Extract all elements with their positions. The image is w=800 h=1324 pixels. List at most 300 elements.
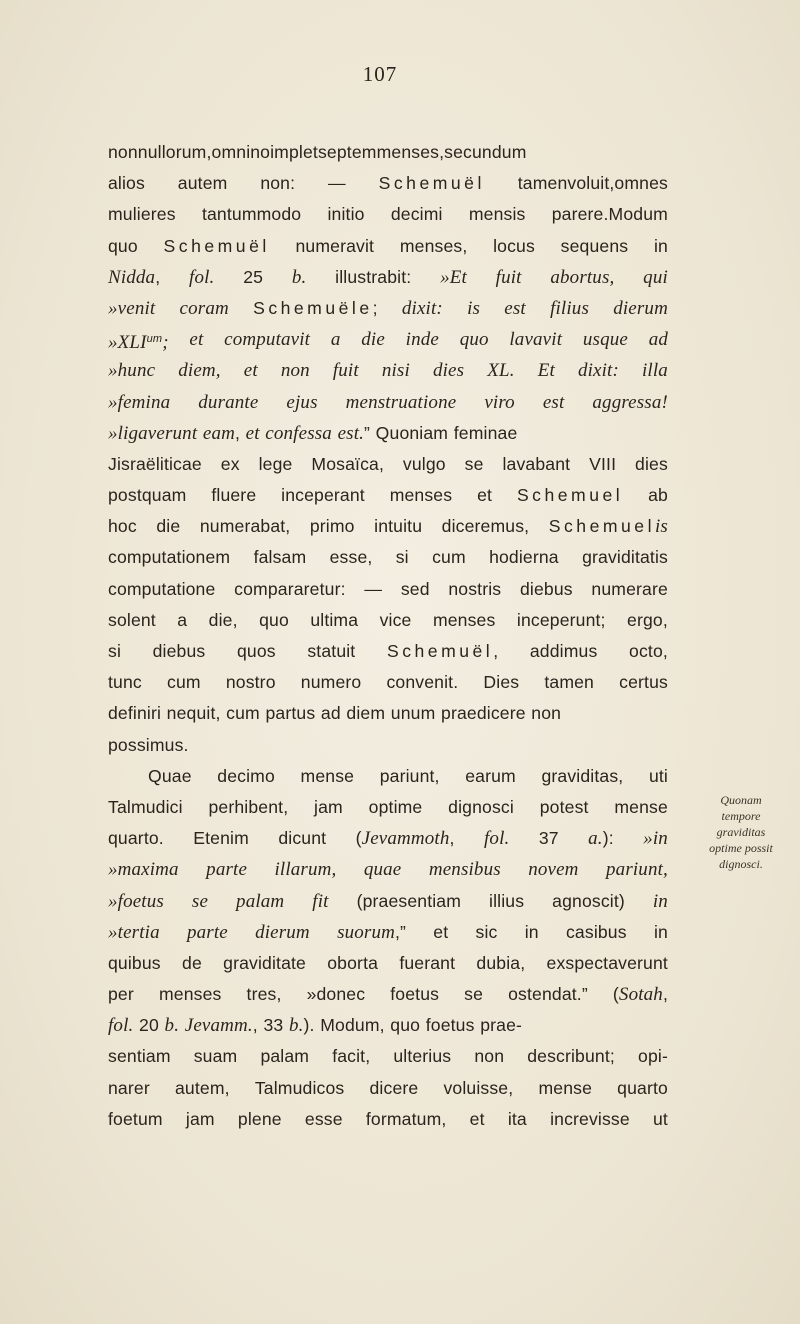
text-span: »hunc (108, 360, 156, 382)
word (591, 574, 668, 605)
word (310, 605, 358, 636)
word (221, 449, 240, 480)
text-span: vice (379, 609, 412, 630)
word (402, 293, 443, 324)
word (477, 480, 492, 511)
word (108, 168, 145, 199)
text-span: Jevammoth (361, 828, 450, 850)
word (489, 542, 559, 573)
text-span: quo (459, 329, 489, 351)
text-span: pariunt, (379, 765, 440, 786)
text-span: ,” (394, 921, 407, 942)
text-span: ultima (310, 609, 359, 630)
text-span: et (433, 921, 449, 942)
word (164, 231, 270, 262)
text-span: parte (206, 859, 248, 881)
text-span: — (328, 173, 346, 194)
text-span: mense (538, 1077, 593, 1098)
word (508, 979, 588, 1010)
word (391, 698, 436, 729)
word (465, 449, 484, 480)
text-span: ergo, (627, 609, 668, 630)
text-span: »foetus (108, 890, 164, 912)
word (108, 199, 176, 230)
word (540, 792, 589, 823)
word (403, 449, 446, 480)
word (648, 480, 668, 511)
text-span: postquam (108, 485, 187, 506)
word (108, 792, 183, 823)
text-span: mense (300, 765, 355, 786)
text-span: , (155, 266, 161, 287)
word (108, 262, 160, 293)
text-span: secundum (444, 142, 527, 162)
word (226, 667, 276, 698)
text-span: in (653, 235, 668, 256)
text-span: »in (643, 828, 668, 850)
word (108, 886, 164, 917)
text-span: Quae (148, 765, 192, 786)
text-span: per (108, 984, 134, 1005)
text-span: ad (320, 703, 341, 724)
text-span: in (524, 921, 539, 942)
text-span: Jevamm. (184, 1015, 253, 1037)
word (391, 199, 443, 230)
word (538, 355, 555, 386)
text-span: diem (346, 703, 386, 724)
word (406, 324, 439, 358)
word (198, 387, 258, 418)
word (527, 1041, 615, 1072)
text-span: voluit, (567, 173, 615, 194)
text-span: dierum (255, 921, 310, 943)
word (265, 698, 315, 729)
text-span: coram (179, 297, 229, 319)
word (260, 1041, 309, 1072)
word (108, 667, 142, 698)
text-line (108, 231, 668, 262)
word (237, 636, 276, 667)
text-span: facit, (332, 1046, 371, 1067)
text-span: lavabant (502, 453, 571, 474)
word (194, 1041, 238, 1072)
word (448, 574, 501, 605)
word (259, 605, 289, 636)
text-span: sentiam (108, 1046, 171, 1067)
text-span: earum (465, 765, 516, 786)
word (259, 449, 293, 480)
word (274, 854, 336, 885)
word (314, 792, 343, 823)
text-line (108, 979, 668, 1010)
text-span: uti (648, 765, 668, 786)
word (643, 262, 668, 293)
text-span: convenit. (386, 672, 459, 693)
word (366, 1104, 447, 1135)
word (496, 262, 522, 293)
word (356, 823, 455, 854)
text-span: suam (193, 1046, 238, 1067)
word (552, 199, 668, 230)
text-span: omnino (211, 142, 271, 162)
word (649, 324, 668, 358)
text-span: quarto (617, 1077, 668, 1098)
text-span: in (652, 890, 668, 912)
word (260, 168, 295, 199)
word (433, 917, 448, 948)
text-span: Etenim (193, 828, 249, 849)
text-span: sequens (560, 235, 629, 256)
text-span: lavavit (509, 329, 563, 351)
text-span: ( (612, 984, 619, 1005)
text-span: cum (226, 703, 260, 724)
text-line (108, 886, 668, 917)
word (108, 636, 121, 667)
word (200, 511, 291, 542)
text-span: opi- (638, 1046, 668, 1067)
text-span: et (189, 329, 204, 351)
word (108, 1041, 171, 1072)
margin-note (686, 792, 796, 872)
text-span: ostendat.” (508, 984, 588, 1005)
word (217, 761, 275, 792)
text-span: 33 (263, 1015, 284, 1036)
text-span: »ligaverunt (108, 422, 198, 444)
text-span: decimo (217, 765, 275, 786)
word (370, 1073, 419, 1104)
text-span: compararetur: (234, 578, 346, 599)
text-span: VIII (589, 453, 617, 474)
word (185, 1010, 258, 1041)
word (502, 449, 570, 480)
word (108, 449, 202, 480)
text-span: si (395, 547, 409, 568)
word (108, 917, 160, 948)
word (108, 137, 527, 168)
text-span: mensis (468, 204, 526, 225)
word (588, 823, 614, 854)
word (401, 574, 430, 605)
text-span: fuit (332, 360, 359, 382)
word (379, 168, 485, 199)
text-span: eam (202, 422, 235, 444)
text-span: Modum, (320, 1015, 385, 1036)
word (175, 1073, 230, 1104)
margin-note-line: optime possit (709, 841, 773, 855)
word (561, 231, 629, 262)
text-span: b. (164, 1015, 180, 1037)
text-span: »tertia (108, 921, 160, 943)
word (208, 792, 288, 823)
text-span: sed (400, 578, 430, 599)
word (255, 1073, 345, 1104)
text-span: suorum (337, 921, 395, 943)
word (484, 387, 515, 418)
word (629, 636, 668, 667)
text-span: ab (648, 485, 668, 506)
text-span: quos (236, 641, 276, 661)
word (357, 886, 461, 917)
word (528, 854, 578, 885)
word (638, 1041, 668, 1072)
word (642, 355, 668, 386)
text-span: diem, (178, 360, 221, 382)
word (108, 511, 137, 542)
text-span: mulieres (108, 204, 176, 225)
text-span: non: (260, 173, 296, 194)
text-span: fuerant (399, 952, 456, 973)
word (550, 262, 614, 293)
text-span: optime (368, 796, 423, 817)
text-span: ita (507, 1108, 527, 1129)
text-span: dicunt (278, 828, 327, 849)
text-span: Talmudici (108, 796, 183, 817)
word (238, 1104, 282, 1135)
text-line (108, 574, 668, 605)
word (396, 542, 409, 573)
word (592, 387, 668, 418)
word (376, 418, 448, 449)
text-span: , (493, 641, 499, 661)
text-span: »venit (108, 297, 156, 319)
text-line (108, 1104, 668, 1135)
word (474, 1041, 504, 1072)
text-span: durante (198, 391, 259, 413)
word (346, 698, 385, 729)
text-span: ; (162, 332, 169, 354)
word (265, 418, 332, 449)
word (460, 324, 489, 358)
text-line (108, 761, 668, 792)
text-span: dierum (613, 297, 668, 319)
text-span: illustrabit: (335, 266, 412, 287)
text-span: solent (108, 609, 156, 630)
word (108, 574, 215, 605)
text-span: et (245, 422, 260, 444)
word (311, 449, 384, 480)
word (320, 1010, 384, 1041)
word (333, 355, 359, 386)
text-span: prae- (480, 1015, 523, 1036)
word (307, 979, 366, 1010)
text-span: tamen (517, 173, 568, 194)
text-span: dicere (369, 1077, 419, 1098)
text-line (108, 387, 668, 418)
text-span: falsam (253, 547, 307, 568)
text-span: computavit (224, 329, 311, 351)
text-span: increvisse (550, 1108, 630, 1129)
word (108, 418, 197, 449)
text-span: inde (405, 329, 439, 351)
margin-note-line: graviditas (716, 825, 766, 839)
text-span: fluere (211, 485, 257, 506)
text-span: ( (355, 828, 362, 849)
word (296, 231, 375, 262)
text-span: Quoniam (375, 422, 449, 443)
word (206, 854, 247, 885)
text-span: menses (432, 609, 496, 630)
text-span: novem (528, 859, 579, 881)
word (108, 1104, 163, 1135)
text-span: »maxima (108, 859, 179, 881)
word (182, 948, 202, 979)
text-span: usque (582, 329, 628, 351)
text-span: numerare (591, 578, 668, 599)
text-span: fol. (108, 1015, 134, 1037)
text-span: b. (291, 266, 307, 288)
text-span: b. (288, 1015, 304, 1037)
text-span: abortus, (550, 266, 615, 288)
text-span: dignosci (448, 796, 514, 817)
text-line (108, 1073, 668, 1104)
word (429, 854, 501, 885)
word (327, 199, 364, 230)
word (108, 730, 189, 761)
text-span: Schemuël (386, 641, 494, 661)
word (192, 886, 208, 917)
word (310, 511, 355, 542)
word (301, 761, 355, 792)
word (520, 574, 573, 605)
word (386, 667, 458, 698)
word (393, 1041, 451, 1072)
text-span: ). (303, 1015, 315, 1036)
text-span: diebus (152, 641, 206, 661)
text-line (108, 667, 668, 698)
text-span: exspectaverunt (546, 952, 668, 973)
word (226, 698, 260, 729)
text-span: »XLI (108, 332, 147, 354)
word (508, 1104, 527, 1135)
word (531, 698, 561, 729)
word (178, 355, 220, 386)
word (247, 979, 282, 1010)
text-line (108, 262, 668, 293)
word (108, 854, 179, 885)
text-span: nisi (381, 360, 410, 382)
text-span: nonnullorum, (108, 142, 212, 162)
word (189, 262, 214, 293)
word (619, 667, 668, 698)
word (193, 823, 249, 854)
text-line (108, 324, 668, 355)
word (167, 667, 201, 698)
text-span: (praesentiam (356, 890, 462, 911)
text-span: oborta (327, 952, 379, 973)
text-span: alios (108, 173, 145, 194)
word (108, 355, 155, 386)
word (487, 355, 514, 386)
text-span: Schemuel (516, 485, 624, 506)
word (292, 262, 307, 293)
text-span: hodierna (489, 547, 559, 568)
body-text (108, 137, 668, 1135)
text-span: addimus (529, 641, 598, 661)
text-span: , (234, 422, 241, 443)
word (509, 324, 562, 358)
text-span: narer (108, 1077, 150, 1098)
word (441, 698, 526, 729)
text-line (108, 511, 668, 542)
text-span: palam (260, 1046, 310, 1067)
word (307, 636, 355, 667)
word (544, 667, 594, 698)
word (654, 231, 668, 262)
text-line (108, 1010, 668, 1041)
text-span: viro (484, 391, 515, 413)
word (613, 979, 668, 1010)
text-span: locus (493, 235, 535, 256)
text-span: in (653, 921, 668, 942)
text-span: Nidda (108, 266, 156, 288)
word (374, 511, 422, 542)
page-number: 107 (362, 62, 398, 86)
word (550, 1104, 630, 1135)
word (653, 886, 668, 917)
text-span: quarto. (108, 828, 164, 849)
text-span: quo (108, 235, 138, 256)
word (483, 667, 519, 698)
word (301, 667, 362, 698)
text-line (108, 917, 668, 948)
text-span: primo (309, 516, 355, 537)
word (454, 418, 518, 449)
text-span: esse (304, 1108, 343, 1129)
word (211, 480, 256, 511)
word (390, 979, 439, 1010)
text-span: 25 (243, 266, 264, 287)
text-span: um (146, 333, 163, 346)
text-span: »Et (440, 266, 467, 288)
word (223, 948, 306, 979)
text-span: autem, (174, 1077, 230, 1098)
word (380, 761, 440, 792)
text-span: hoc (108, 516, 137, 537)
word (177, 605, 187, 636)
text-span: numero (300, 672, 362, 693)
text-span: possimus. (108, 734, 189, 755)
text-line (108, 823, 668, 854)
text-span: Talmudicos (254, 1077, 345, 1098)
text-span: quibus (108, 952, 161, 973)
text-span: graviditas, (541, 765, 624, 786)
text-span: non (531, 703, 562, 724)
text-span: numerabat, (199, 516, 291, 537)
text-span: Sotah (618, 984, 663, 1006)
word (108, 324, 169, 358)
text-span: fol. (189, 266, 215, 288)
word (654, 917, 668, 948)
word (108, 1073, 150, 1104)
text-span: Schemuël (163, 235, 270, 256)
text-span: menses (158, 984, 222, 1005)
word (443, 1073, 513, 1104)
text-span: nostro (225, 672, 276, 693)
word (108, 948, 161, 979)
text-span: est. (337, 422, 365, 444)
text-line (108, 168, 668, 199)
word (550, 293, 589, 324)
text-span: qui (643, 266, 668, 288)
text-span: et (477, 485, 493, 506)
word (465, 761, 516, 792)
text-span: sic (475, 921, 498, 942)
text-span: definiri (108, 703, 162, 724)
text-span: die, (208, 609, 238, 630)
word (380, 605, 412, 636)
text-span: foetus (390, 984, 440, 1005)
text-span: pariunt, (606, 859, 668, 881)
